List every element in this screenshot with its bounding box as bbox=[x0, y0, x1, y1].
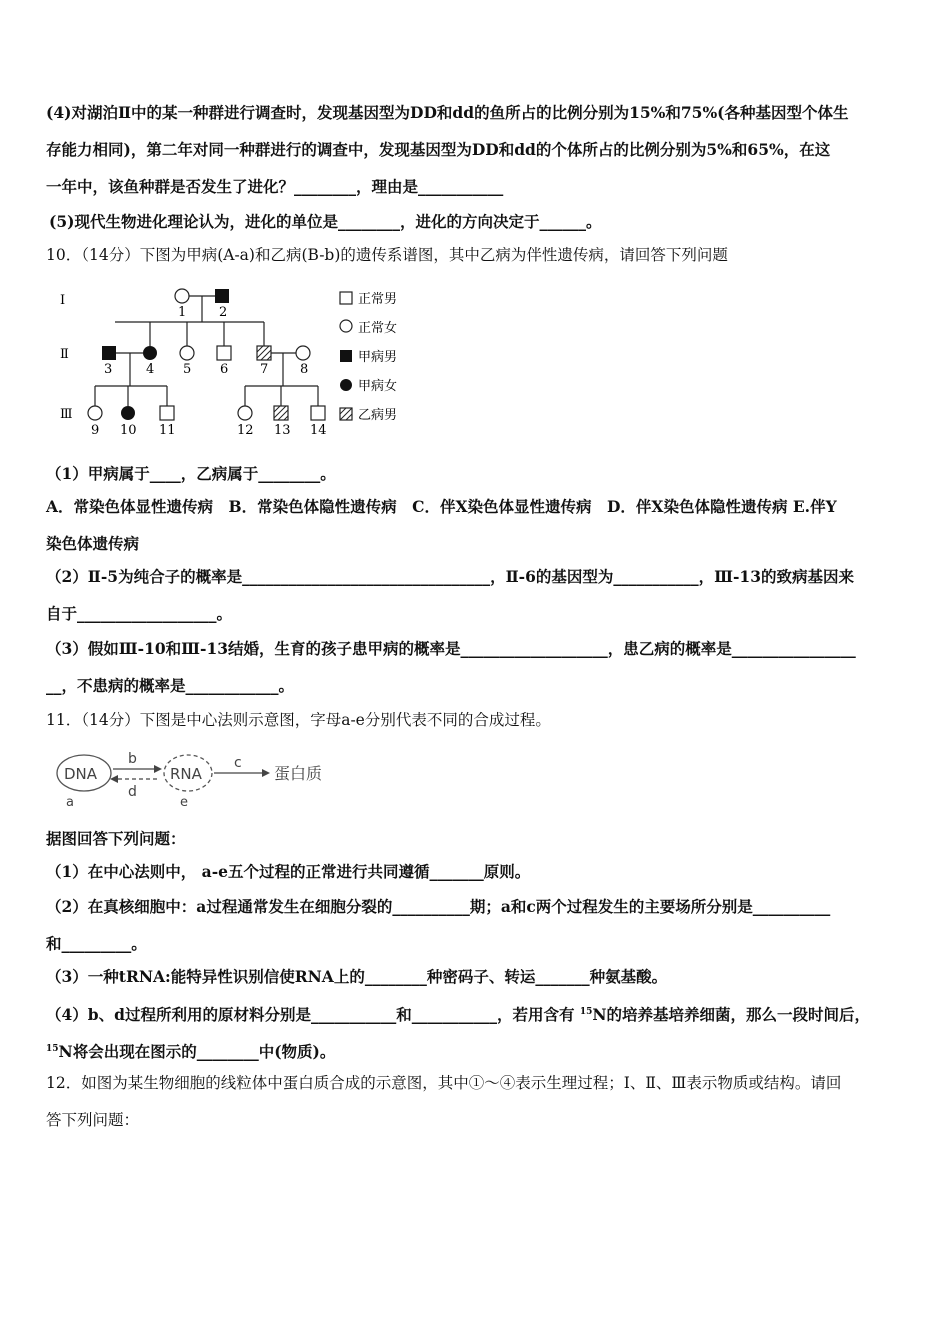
person-number: 5 bbox=[183, 362, 192, 377]
a-label: a bbox=[66, 795, 74, 810]
c-arrow-head bbox=[262, 769, 270, 777]
person-number: 14 bbox=[310, 423, 327, 438]
d-label: d bbox=[128, 784, 137, 800]
q9-p4-line2: 存能力相同)，第二年对同一种群进行的调查中，发现基因型为DD和dd的个体所占的比例分别为5%和65%，在这 bbox=[46, 140, 831, 159]
generation-label-3: Ⅲ bbox=[60, 407, 73, 422]
legend-affected-male-b: 乙病男 bbox=[358, 408, 398, 423]
q10-options-line2: 染色体遗传病 bbox=[46, 534, 140, 553]
q10-s2-line2: 自于__________________。 bbox=[46, 604, 233, 623]
person-number: 9 bbox=[91, 423, 100, 438]
central-dogma-diagram bbox=[46, 736, 346, 816]
person-number: 4 bbox=[146, 362, 155, 377]
person-8-normal-female bbox=[296, 346, 310, 360]
person-6-normal-male bbox=[217, 346, 231, 360]
q12-line2: 答下列问题： bbox=[46, 1111, 140, 1129]
q11-s4-superscript: 15 bbox=[579, 1007, 593, 1017]
b-label: b bbox=[128, 751, 137, 767]
b-arrow-head bbox=[154, 765, 162, 773]
person-number: 10 bbox=[120, 423, 137, 438]
person-5-normal-female bbox=[180, 346, 194, 360]
q11-s4-part-b: N的培养基培养细菌，那么一段时间后， bbox=[592, 1005, 871, 1025]
person-12-normal-female bbox=[238, 406, 252, 420]
protein-label: 蛋白质 bbox=[274, 764, 323, 783]
legend-normal-male: 正常男 bbox=[358, 292, 398, 307]
q11-s4-part-a: （4）b、d过程所利用的原材料分别是___________和___________，若用含有 bbox=[46, 1005, 580, 1025]
legend-affected-male-a-icon bbox=[340, 350, 352, 362]
q11-s4-line1 bbox=[46, 1002, 870, 1025]
person-number: 11 bbox=[159, 423, 176, 438]
person-1-normal-female bbox=[175, 289, 189, 303]
q11-s4-line2 bbox=[46, 1039, 335, 1062]
q9-p4-line1: (4)对湖泊Ⅱ中的某一种群进行调查时，发现基因型为DD和dd的鱼所占的比例分别为15%和75%(各种基因型个体生 bbox=[46, 103, 849, 122]
person-14-normal-male bbox=[311, 406, 325, 420]
person-3-affected-male-a bbox=[102, 346, 116, 360]
person-number: 8 bbox=[300, 362, 309, 377]
person-9-normal-female bbox=[88, 406, 102, 420]
q11-stem: 11．（14分）下图是中心法则示意图，字母a-e分别代表不同的合成过程。 bbox=[46, 711, 551, 729]
legend-affected-female-a-icon bbox=[340, 379, 352, 391]
q10-stem: 10．（14分）下图为甲病(A-a)和乙病(B-b)的遗传系谱图，其中乙病为伴性遗传病，请回答下列问题 bbox=[46, 246, 728, 264]
person-number: 7 bbox=[260, 362, 269, 377]
q10-options-line1: A．常染色体显性遗传病 B．常染色体隐性遗传病 C．伴X染色体显性遗传病 D．伴X染色体隐性遗传病 E.伴Y bbox=[46, 497, 837, 516]
legend-normal-female: 正常女 bbox=[358, 321, 398, 336]
q11-s3: （3）一种tRNA:能特异性识别信使RNA上的________种密码子、转运_______种氨基酸。 bbox=[46, 967, 668, 986]
person-4-affected-female-a bbox=[143, 346, 157, 360]
person-number: 13 bbox=[274, 423, 291, 438]
q9-p4-line3: 一年中，该鱼种群是否发生了进化？________，理由是___________ bbox=[46, 177, 504, 196]
person-11-normal-male bbox=[160, 406, 174, 420]
q11-intro: 据图回答下列问题： bbox=[46, 829, 186, 848]
person-number: 1 bbox=[178, 305, 187, 320]
c-label: c bbox=[234, 755, 242, 771]
person-10-affected-female-a bbox=[121, 406, 135, 420]
generation-label-1: Ⅰ bbox=[60, 293, 66, 308]
q12-line1: 12．如图为某生物细胞的线粒体中蛋白质合成的示意图，其中①～④表示生理过程；Ⅰ、Ⅱ、Ⅲ表示物质或结构。请回 bbox=[46, 1074, 842, 1092]
q11-s2-line2: 和_________。 bbox=[46, 934, 147, 953]
legend-affected-female-a: 甲病女 bbox=[358, 379, 398, 394]
q11-s4-line2-superscript: 15 bbox=[46, 1044, 59, 1054]
q11-s4-line2-text: N将会出现在图示的________中(物质)。 bbox=[58, 1042, 336, 1062]
person-number: 12 bbox=[237, 423, 254, 438]
e-label: e bbox=[180, 795, 188, 810]
pedigree-chart bbox=[46, 280, 466, 440]
rna-label: RNA bbox=[170, 765, 202, 783]
generation-label-2: Ⅱ bbox=[60, 347, 69, 362]
person-number: 2 bbox=[219, 305, 228, 320]
person-number: 3 bbox=[104, 362, 113, 377]
q10-s3-line2: __，不患病的概率是____________。 bbox=[46, 676, 295, 695]
person-number: 6 bbox=[220, 362, 229, 377]
q11-s2-line1: （2）在真核细胞中：a过程通常发生在细胞分裂的__________期；a和c两个过程发生的主要场所分别是__________ bbox=[46, 897, 831, 916]
q10-s1: （1）甲病属于____，乙病属于________。 bbox=[46, 464, 336, 483]
legend-normal-male-icon bbox=[340, 292, 352, 304]
q11-s1: （1）在中心法则中， a-e五个过程的正常进行共同遵循_______原则。 bbox=[46, 862, 531, 881]
legend-normal-female-icon bbox=[340, 320, 352, 332]
q10-s2-line1: （2）Ⅱ-5为纯合子的概率是________________________________，Ⅱ-6的基因型为___________，Ⅲ-13的致病基因来 bbox=[46, 567, 854, 586]
person-2-affected-male-a bbox=[215, 289, 229, 303]
q9-p5: (5)现代生物进化理论认为，进化的单位是________，进化的方向决定于______。 bbox=[49, 212, 602, 231]
legend-affected-male-a: 甲病男 bbox=[358, 350, 398, 365]
dna-label: DNA bbox=[64, 765, 98, 783]
q10-s3-line1: （3）假如Ⅲ-10和Ⅲ-13结婚，生育的孩子患甲病的概率是___________________，患乙病的概率是________________ bbox=[46, 639, 856, 658]
